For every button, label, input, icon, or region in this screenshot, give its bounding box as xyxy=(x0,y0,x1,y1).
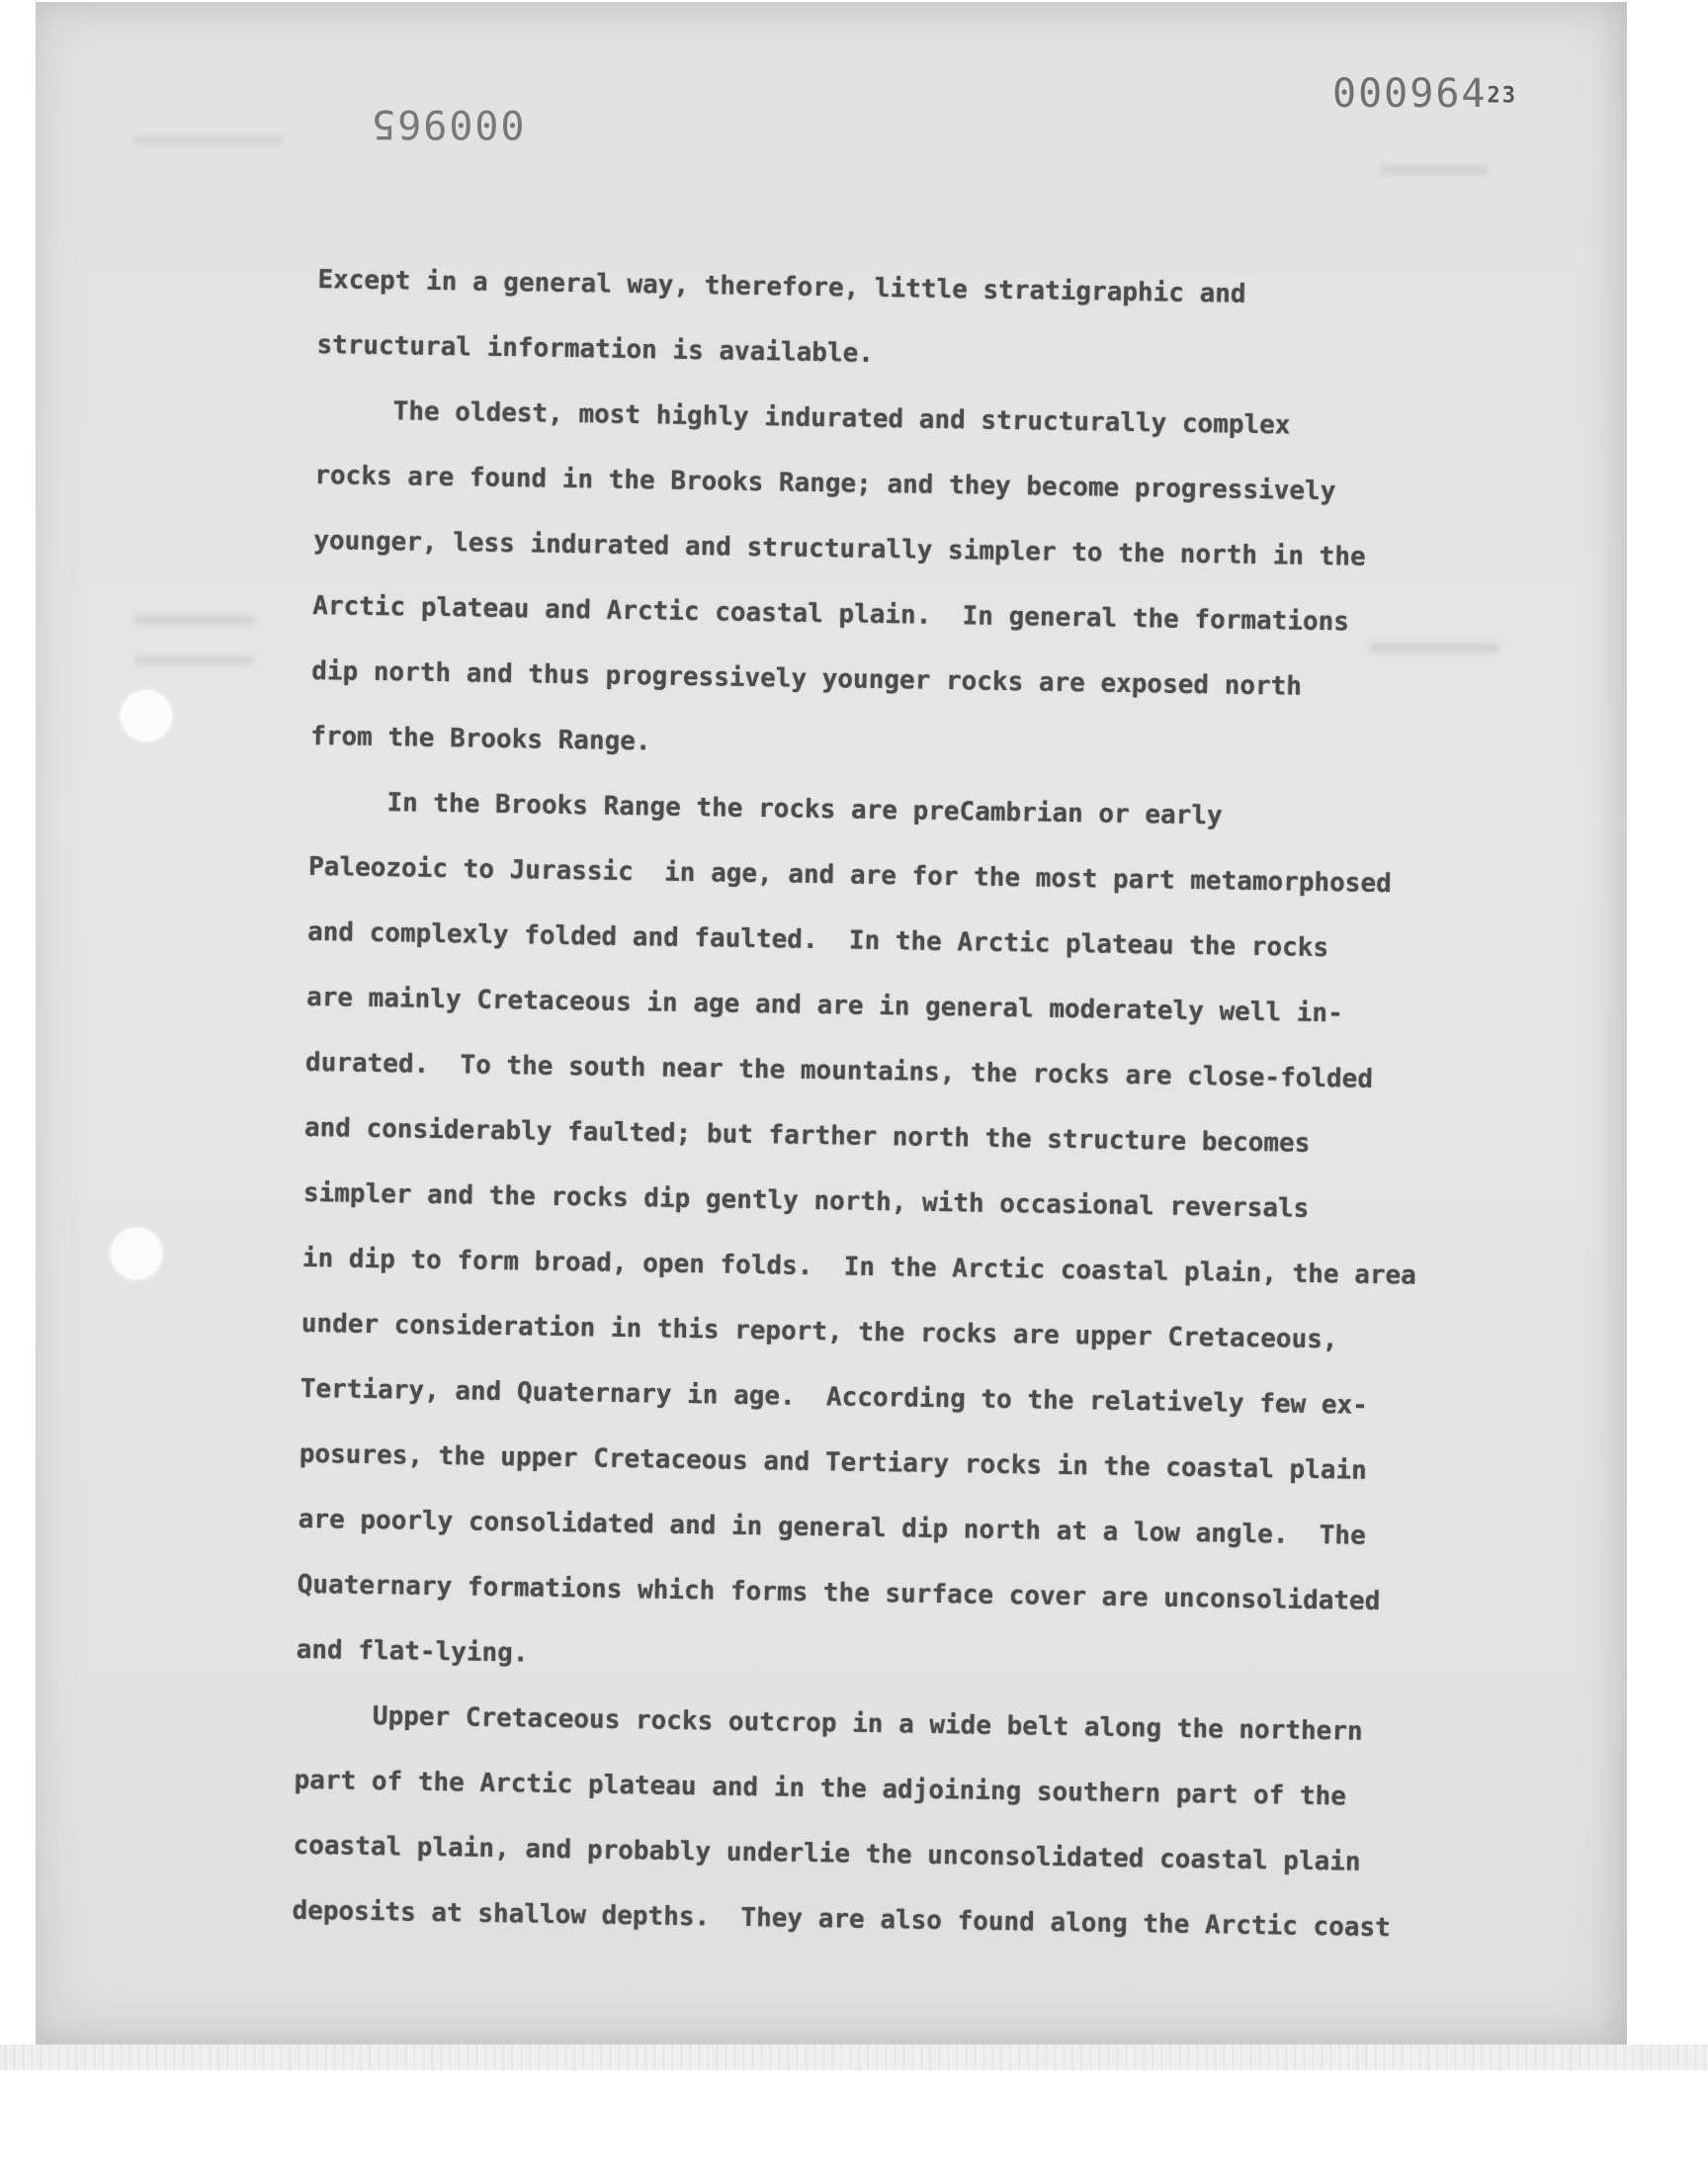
bleed-through-mark xyxy=(134,656,253,664)
paragraph xyxy=(292,1683,1462,1962)
text-line: In the Brooks Range the rocks are preCambrian or early xyxy=(308,786,1223,831)
document-body xyxy=(292,247,1485,1961)
paragraph xyxy=(296,769,1476,1700)
text-line: Quaternary formations which forms the surface cover are unconsolidated xyxy=(297,1569,1381,1617)
stamp-number-inverted: 000965 xyxy=(370,101,525,146)
paper-sheet xyxy=(36,2,1627,2044)
text-line: are mainly Cretaceous in age and are in general moderately well in- xyxy=(305,982,1343,1029)
scan-edge-artifact xyxy=(0,2044,1708,2070)
text-line: under consideration in this report, the rocks are upper Cretaceous, xyxy=(300,1308,1338,1355)
paragraph xyxy=(316,247,1485,396)
text-line: and flat-lying. xyxy=(296,1634,529,1669)
text-line: part of the Arctic plateau and in the adjoining southern part of the xyxy=(294,1765,1347,1812)
text-line: dip north and thus progressively younger rocks are exposed north xyxy=(311,655,1303,702)
bleed-through-mark xyxy=(134,615,253,625)
text-line: coastal plain, and probably underlie the unconsolidated coastal plain xyxy=(293,1830,1361,1877)
text-line: and complexly folded and faulted. In the Arctic plateau the rocks xyxy=(306,916,1329,964)
bleed-through-mark xyxy=(1380,166,1489,174)
text-line: Paleozoic to Jurassic in age, and are for the most part metamorphosed xyxy=(307,851,1392,900)
text-line: The oldest, most highly indurated and structurally complex xyxy=(315,394,1291,441)
text-line: durated. To the south near the mountains, the rocks are close-folded xyxy=(304,1047,1374,1094)
text-line: Arctic plateau and Arctic coastal plain. In general the formations xyxy=(312,590,1350,638)
text-line: structural information is available. xyxy=(316,329,875,369)
bleed-through-mark xyxy=(134,136,283,144)
punch-hole-lower xyxy=(111,1228,162,1279)
page-number: 23 xyxy=(1487,83,1517,109)
text-line: rocks are found in the Brooks Range; and they become progressively xyxy=(314,460,1336,507)
text-line: Except in a general way, therefore, little stratigraphic and xyxy=(317,264,1246,309)
punch-hole-upper xyxy=(121,690,172,741)
text-line: deposits at shallow depths. They are also found along the Arctic coast xyxy=(292,1895,1392,1944)
stamp-number xyxy=(1332,71,1517,117)
text-line: younger, less indurated and structurally simpler to the north in the xyxy=(313,525,1366,572)
text-line: and considerably faulted; but farther north the structure becomes xyxy=(303,1112,1311,1159)
paragraph xyxy=(310,378,1483,787)
text-line: are poorly consolidated and in general dip north at a low angle. The xyxy=(298,1504,1366,1551)
text-line: Upper Cretaceous rocks outcrop in a wide belt along the northern xyxy=(295,1699,1363,1747)
text-line: posures, the upper Cretaceous and Tertiary rocks in the coastal plain xyxy=(299,1438,1368,1486)
text-line: from the Brooks Range. xyxy=(309,721,651,757)
text-line: Tertiary, and Quaternary in age. According to the relatively few ex- xyxy=(299,1373,1369,1421)
text-line: simpler and the rocks dip gently north, with occasional reversals xyxy=(302,1177,1310,1224)
stamp-number-text: 000964 xyxy=(1332,71,1488,117)
text-line: in dip to form broad, open folds. In the Arctic coastal plain, the area xyxy=(301,1243,1417,1291)
